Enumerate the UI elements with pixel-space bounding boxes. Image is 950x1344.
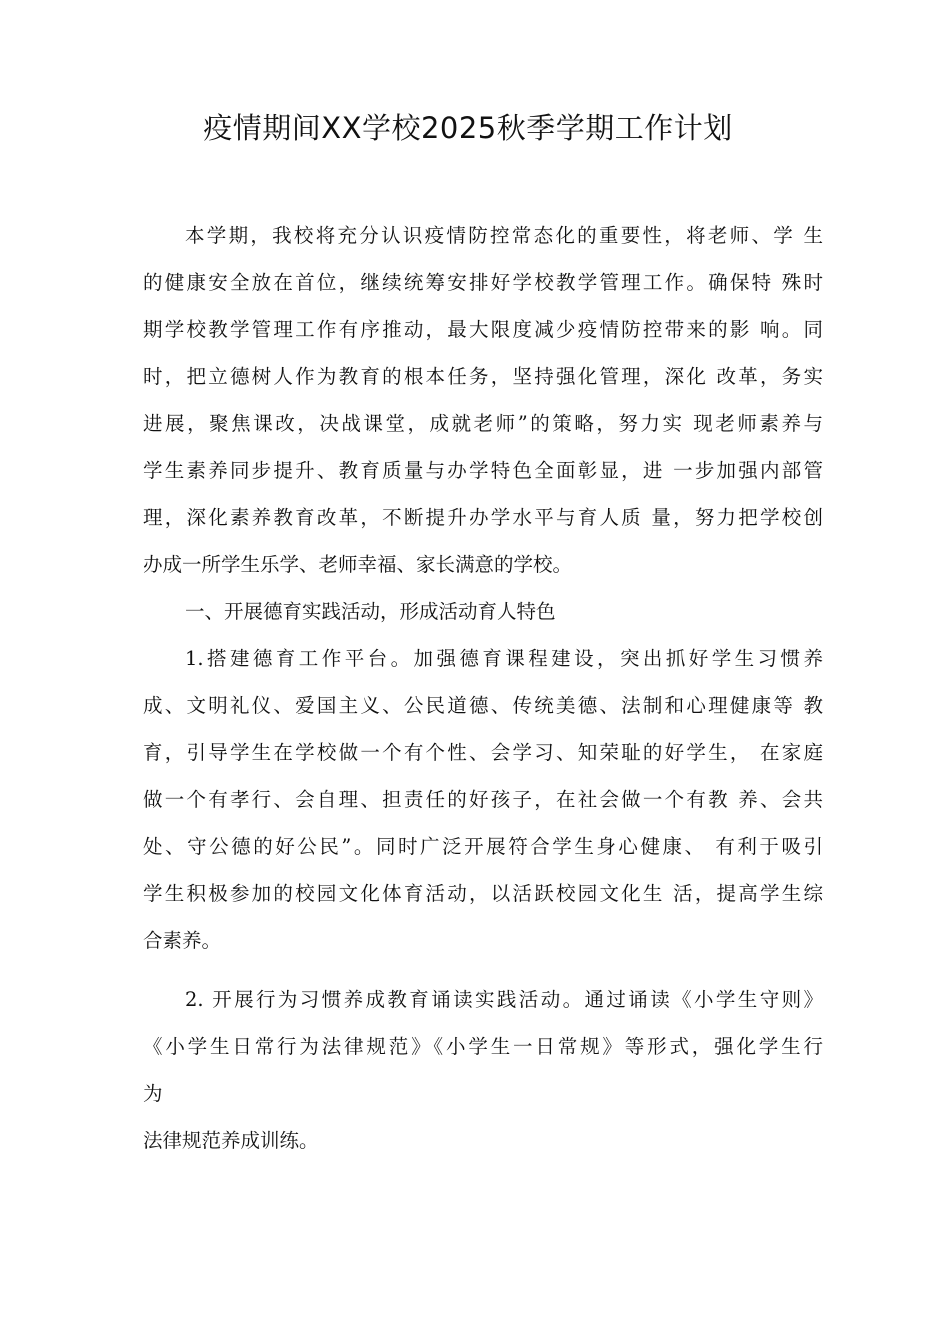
paragraph-line: 的健康安全放在首位，继续统筹安排好学校教学管理工作。确保特 殊时 — [143, 271, 823, 294]
paragraph-line: 学生素养同步提升、教育质量与办学特色全面彰显，进 一步加强内部管 — [143, 459, 823, 482]
paragraph-line: 做一个有孝行、会自理、担责任的好孩子，在社会做一个有教 养、会共 — [143, 788, 823, 811]
paragraph-line: 1.搭建德育工作平台。加强德育课程建设，突出抓好学生习惯养 — [185, 647, 823, 670]
paragraph-gap — [143, 964, 823, 976]
document-title: 疫情期间XX学校2025秋季学期工作计划 — [203, 111, 733, 145]
paragraph-line: 办成一所学生乐学、老师幸福、家长满意的学校。 — [143, 553, 573, 576]
paragraph-line: 处、守公德的好公民”。同时广泛开展符合学生身心健康、 有利于吸引 — [143, 835, 823, 858]
paragraph-line: 为 — [143, 1082, 163, 1105]
paragraph-line: 育，引导学生在学校做一个有个性、会学习、知荣耻的好学生， 在家庭 — [143, 741, 823, 764]
paragraph-line: 理，深化素养教育改革，不断提升办学水平与育人质 量，努力把学校创 — [143, 506, 823, 529]
paragraph-line: 本学期，我校将充分认识疫情防控常态化的重要性，将老师、学 生 — [185, 224, 823, 247]
document-body — [143, 212, 823, 1164]
paragraph-line: 合素养。 — [143, 929, 222, 952]
paragraph-line: 2. 开展行为习惯养成教育诵读实践活动。通过诵读《小学生守则》 — [185, 988, 823, 1011]
paragraph-line: 学生积极参加的校园文化体育活动，以活跃校园文化生 活，提高学生综 — [143, 882, 823, 905]
paragraph-line: 时，把立德树人作为教育的根本任务，坚持强化管理，深化 改革，务实 — [143, 365, 823, 388]
paragraph-line: 期学校教学管理工作有序推动，最大限度减少疫情防控带来的影 响。同 — [143, 318, 823, 341]
section-heading: 一、开展德育实践活动，形成活动育人特色 — [185, 600, 556, 623]
paragraph-line: 法律规范养成训练。 — [143, 1129, 319, 1152]
paragraph-line: 成、文明礼仪、爱国主义、公民道德、传统美德、法制和心理健康等 教 — [143, 694, 823, 717]
paragraph-line: 《小学生日常行为法律规范》《小学生一日常规》等形式，强化学生行 — [143, 1035, 823, 1058]
paragraph-line: 进展，聚焦课改，决战课堂，成就老师”的策略，努力实 现老师素养与 — [143, 412, 823, 435]
